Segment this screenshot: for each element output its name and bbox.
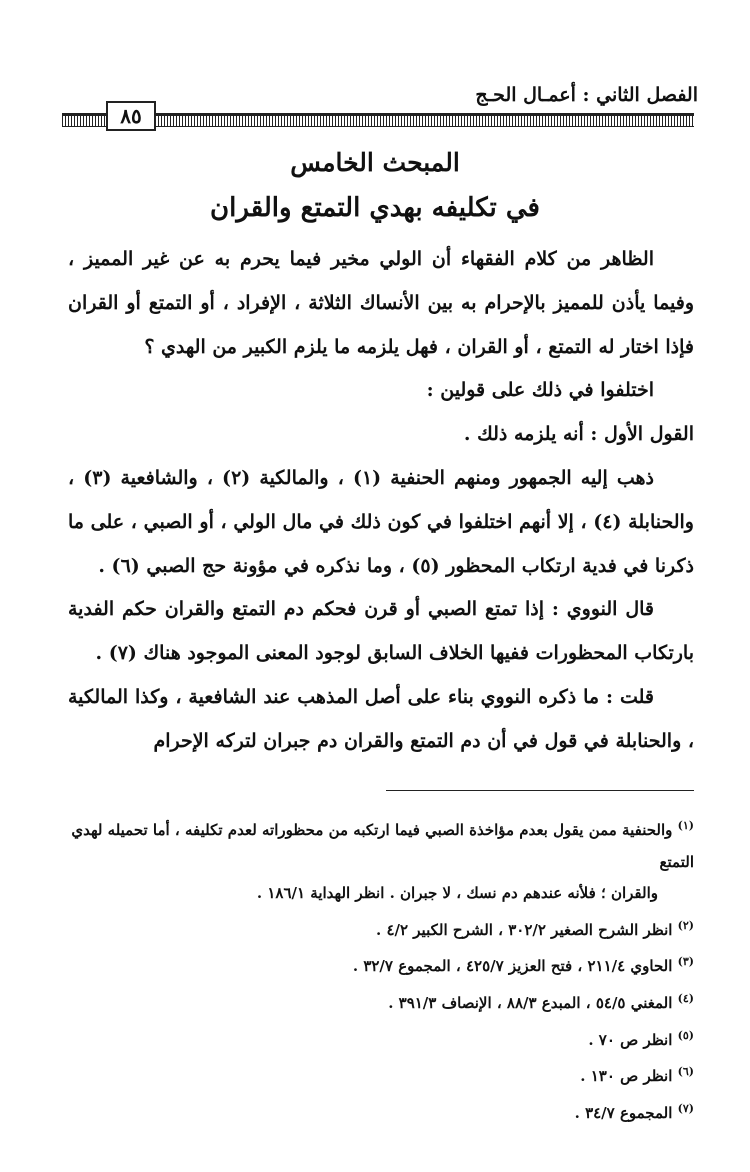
footnote-number: (٧) <box>677 1101 694 1115</box>
paragraph: الظاهر من كلام الفقهاء أن الولي مخير فيما يحرم به عن غير المميز ، وفيما يأذن للمميز بالإحرام به بين الأنساك الثلاثة ، الإفراد ، أو التمتع أو القران فإذا اختار له التمتع ، أو القران ، فهل يلزمه ما يلزم الكبير من الهدي ؟ <box>68 248 694 358</box>
body-text <box>68 238 694 764</box>
footnote <box>60 910 694 947</box>
footnote-number: (٢) <box>677 918 694 932</box>
header-rule <box>62 113 694 127</box>
subject-title: في تكليفه بهدي التمتع والقران <box>210 193 540 223</box>
paragraph: ذهب إليه الجمهور ومنهم الحنفية (١) ، والمالكية (٢) ، والشافعية (٣) ، والحنابلة (٤) ، إلا أنهم اختلفوا في كون ذلك في مال الولي ، أو الصبي ، على ما ذكرنا في فدية ارتكاب المحظور (٥) ، وما نذكره في مؤونة حج الصبي (٦) . <box>68 466 694 577</box>
footnote-text: انظر ص ١٣٠ . <box>580 1067 673 1086</box>
footnote-number: (٥) <box>677 1028 694 1042</box>
footnote-text: المغني ٥٤/٥ ، المبدع ٨٨/٣ ، الإنصاف ٣٩١/٣ . <box>388 993 673 1012</box>
paragraph: قال النووي : إذا تمتع الصبي أو قرن فحكم دم التمتع والقران حكم الفدية بارتكاب المحظورات ففيها الخلاف السابق لوجود المعنى الموجود هناك (٧) . <box>68 598 694 665</box>
footnote <box>60 810 694 878</box>
footnote-text: انظر ص ٧٠ . <box>588 1030 673 1049</box>
footnote-continuation: والقران ؛ فلأنه عندهم دم نسك ، لا جبران . انظر الهداية ١٨٦/١ . <box>256 884 658 903</box>
footnote-separator <box>386 790 694 791</box>
paragraph: القول الأول : أنه يلزمه ذلك . <box>463 423 694 446</box>
paragraph: قلت : ما ذكره النووي بناء على أصل المذهب عند الشافعية ، وكذا المالكية ، والحنابلة في قول في أن دم التمتع والقران دم جبران لتركه الإحرام <box>68 685 694 752</box>
footnote-text: انظر الشرح الصغير ٣٠٢/٢ ، الشرح الكبير ٤/٢ . <box>376 920 673 939</box>
footnote-number: (٦) <box>677 1065 694 1079</box>
footnote-text: الحاوي ٢١١/٤ ، فتح العزيز ٤٢٥/٧ ، المجموع ٣٢/٧ . <box>352 957 673 976</box>
footnotes <box>60 810 694 1129</box>
running-header: الفصل الثاني : أعمـال الحـج <box>475 84 698 106</box>
footnote <box>60 946 694 983</box>
footnote <box>60 1056 694 1093</box>
footnote-number: (١) <box>677 819 694 832</box>
footnote-number: (٤) <box>677 991 694 1005</box>
section-title: المبحث الخامس <box>290 148 460 177</box>
paragraph: اختلفوا في ذلك على قولين : <box>426 379 654 402</box>
footnote <box>60 1093 694 1130</box>
footnote-number: (٣) <box>677 955 694 969</box>
footnote <box>60 983 694 1020</box>
footnote-text: المجموع ٣٤/٧ . <box>574 1103 673 1122</box>
footnote-text: والحنفية ممن يقول بعدم مؤاخذة الصبي فيما ارتكبه من محظوراته لعدم تكليفه ، أما تحميله لهدي التمتع <box>71 821 694 871</box>
footnote <box>60 1020 694 1057</box>
page-number: ٨٥ <box>106 101 156 131</box>
